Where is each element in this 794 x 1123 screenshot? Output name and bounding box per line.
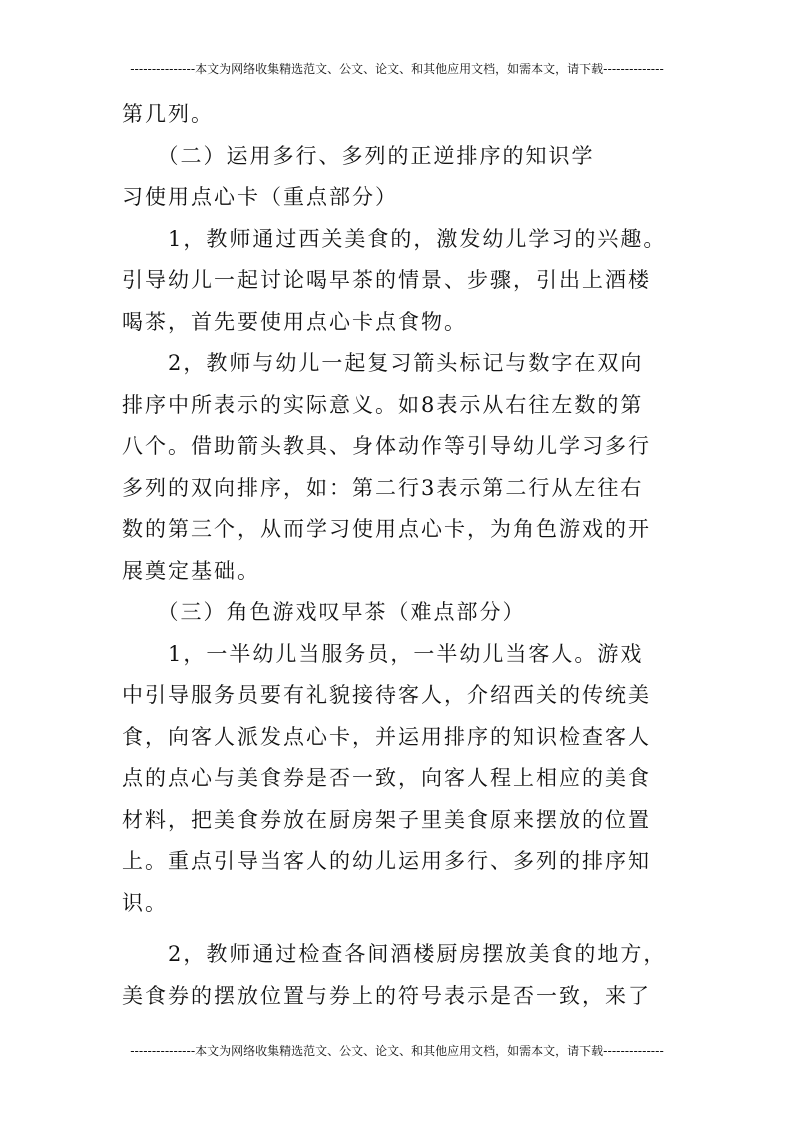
body-line: 多列的双向排序，如：第二行3表示第二行从左往右 [122,475,644,500]
section-heading: （三）角色游戏叹早茶（难点部分） [122,600,526,624]
body-line: 喝茶，首先要使用点心卡点食物。 [122,309,467,334]
body-line: 第几列。 [122,102,214,126]
body-line: 食，向客人派发点心卡，并运用排序的知识检查客人 [122,724,651,749]
footer-banner: ---------------本文为网络收集精选范文、公文、论文、和其他应用文档，如需本文，请下载-------------- [130,1044,664,1058]
body-line: 中引导服务员要有礼貌接待客人，介绍西关的传统美 [122,683,651,707]
body-line: 排序中所表示的实际意义。如8表示从右往左数的第 [122,392,644,417]
paragraph-gap [122,929,678,939]
body-line: 八个。借助箭头教具、身体动作等引导幼儿学习多行 [122,434,651,458]
document-body [122,99,678,1022]
body-line: 数的第三个，从而学习使用点心卡，为角色游戏的开 [122,517,651,541]
body-line: 引导幼儿一起讨论喝早茶的情景、步骤，引出上酒楼 [122,268,651,292]
section-heading-cont: 习使用点心卡（重点部分） [122,185,398,209]
body-line: 展奠定基础。 [122,558,260,583]
body-line: 1，一半幼儿当服务员，一半幼儿当客人。游戏 [122,641,644,666]
body-line: 点的点心与美食券是否一致，向客人程上相应的美食 [122,766,651,790]
body-line: 上。重点引导当客人的幼儿运用多行、多列的排序知 [122,849,651,873]
body-line: 2，教师通过检查各间酒楼厨房摆放美食的地方， [122,942,667,966]
body-line: 1，教师通过西关美食的，激发幼儿学习的兴趣。 [122,226,667,251]
body-line: 材料，把美食券放在厨房架子里美食原来摆放的位置 [122,807,651,832]
section-heading: （二）运用多行、多列的正逆排序的知识学 [122,143,595,168]
body-line: 识。 [122,890,168,915]
body-line: 美食券的摆放位置与券上的符号表示是否一致，来了 [122,983,651,1008]
body-line: 2，教师与幼儿一起复习箭头标记与数字在双向 [122,351,644,375]
header-banner: ---------------本文为网络收集精选范文、公文、论文、和其他应用文档，如需本文，请下载-------------- [130,62,664,76]
